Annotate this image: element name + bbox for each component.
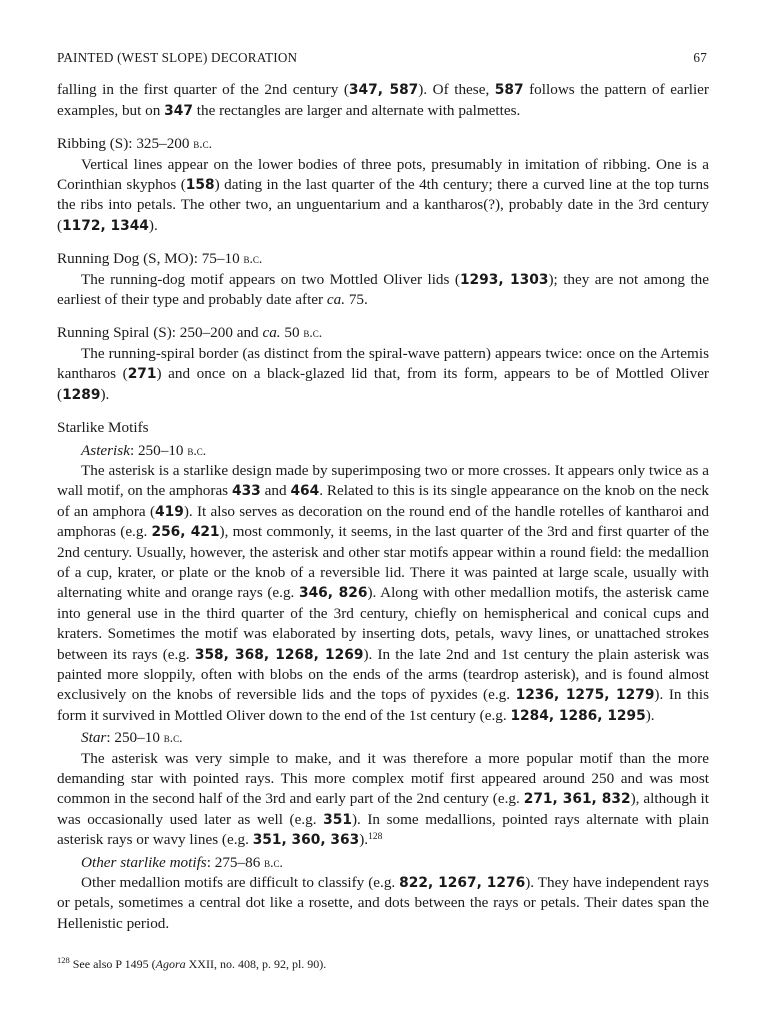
catalogue-ref: 822, 1267, 1276 xyxy=(399,875,526,892)
catalogue-ref: 158 xyxy=(185,177,215,194)
catalogue-ref: 1284, 1286, 1295 xyxy=(510,707,646,724)
other-starlike-paragraph: Other medallion motifs are difficult to classify (e.g. 822, 1267, 1276). They have independent rays or petals, sometimes a central dot like a rosette, and dots between the rays or petals. Their dates span the Hellenistic period. xyxy=(57,874,709,932)
catalogue-ref: 271 xyxy=(127,366,157,383)
running-header xyxy=(57,48,709,68)
section-heading-ribbing: Ribbing (S): 325–200 b.c. xyxy=(57,135,213,153)
intro-paragraph: falling in the first quarter of the 2nd century (347, 587). Of these, 587 follows the pattern of earlier examples, but on 347 the rectangles are larger and alternate with palmettes. xyxy=(57,81,709,119)
catalogue-ref: 347, 587 xyxy=(348,82,419,99)
subheading-star: Star: 250–10 b.c. xyxy=(81,729,183,747)
catalogue-ref: 433 xyxy=(231,483,261,500)
running-spiral-paragraph: The running-spiral border (as distinct from the spiral-wave pattern) appears twice: once on the Artemis kantharos (271) and once on a black-glazed lid that, from its form, appears to be of Mottled Oliver (1289). xyxy=(57,344,709,403)
catalogue-ref: 587 xyxy=(494,82,524,99)
catalogue-ref: 358, 368, 1268, 1269 xyxy=(194,646,364,663)
section-heading-running-spiral: Running Spiral (S): 250–200 and ca. 50 b.c. xyxy=(57,324,323,342)
catalogue-ref: 464 xyxy=(290,483,320,500)
catalogue-ref: 351, 360, 363 xyxy=(252,832,360,849)
catalogue-ref: 346, 826 xyxy=(298,585,368,602)
page xyxy=(57,48,709,934)
ribbing-paragraph: Vertical lines appear on the lower bodies of three pots, presumably in imitation of ribbing. One is a Corinthian skyphos (158) dating in the last quarter of the 4th century; there a curved line at the top turns the ribs into petals. The other two, an unguentarium and a kantharos(?), probably date in the 3rd century (1172, 1344). xyxy=(57,155,709,234)
catalogue-ref: 419 xyxy=(155,503,184,520)
footnote: $^{128}$ See also P 1495 (Agora XXII, no. 408, p. 92, pl. 90). xyxy=(57,955,327,971)
catalogue-ref: 1293, 1303 xyxy=(459,271,549,288)
catalogue-ref: 271, 361, 832 xyxy=(523,791,631,808)
page-number: 67 xyxy=(693,50,707,65)
footnote-number: 128 xyxy=(57,955,70,965)
catalogue-ref: 1289 xyxy=(62,386,101,403)
running-dog-paragraph: The running-dog motif appears on two Mottled Oliver lids (1293, 1303); they are not among the earliest of their type and probably date after ca. 75. xyxy=(57,270,710,309)
header-title: PAINTED (WEST SLOPE) DECORATION xyxy=(57,50,298,65)
catalogue-ref: 1172, 1344 xyxy=(62,217,149,234)
subheading-other-starlike: Other starlike motifs: 275–86 b.c. xyxy=(81,853,283,871)
star-paragraph: The asterisk was very simple to make, and it was therefore a more popular motif than the more demanding star with pointed rays. This more complex motif first appeared around 250 and was most common in the second half of the 3rd and early part of the 2nd century (e.g. 271, 361, 832), although it was occasionally used later as well (e.g. 351). In some medallions, pointed rays alternate with plain asterisk rays or wavy lines (e.g. 351, 360, 363).$^{128}$ xyxy=(57,749,709,849)
section-heading-running-dog: Running Dog (S, MO): 75–10 b.c. xyxy=(57,250,263,268)
catalogue-ref: 256, 421 xyxy=(151,524,220,541)
catalogue-ref: 347 xyxy=(164,102,193,119)
asterisk-paragraph: The asterisk is a starlike design made by superimposing two or more crosses. It appears only twice as a wall motif, on the amphoras 433 and 464. Related to this is its single appearance on the knob on the neck of an amphora (419). It also serves as decoration on the round end of the handle rotelles of kantharoi and amphoras (e.g. 256, 421), most commonly, it seems, in the last quarter of the 3rd and first quarter of the 2nd century. Usually, however, the asterisk and other star motifs appear within a round field: the medallion of a cup, krater, or plate or the knob of a reversible lid. There it was painted at large scale, usually with alternating white and orange rays (e.g. 346, 826). Along with other medallion motifs, the asterisk came into general use in the third quarter of the 3rd century, chiefly on hemispherical and conical cups and kraters. Sometimes the motif was elaborated by inserting dots, petals, wavy lines, or unattached strokes between its rays (e.g. 358, 368, 1268, 1269). In the late 2nd and 1st century the plain asterisk was painted more sloppily, often with blobs on the ends of the arms (teardrop asterisk), and is found almost exclusively on the knobs of reversible lids and the tops of pyxides (e.g. 1236, 1275, 1279). In this form it survived in Mottled Oliver down to the end of the 1st century (e.g. 1284, 1286, 1295). xyxy=(57,461,710,724)
footnote-marker[interactable]: 128 xyxy=(368,832,383,843)
catalogue-ref: 1236, 1275, 1279 xyxy=(515,687,655,704)
catalogue-ref: 351 xyxy=(323,811,352,828)
section-heading-starlike: Starlike Motifs xyxy=(57,419,149,437)
subheading-asterisk: Asterisk: 250–10 b.c. xyxy=(81,441,207,459)
